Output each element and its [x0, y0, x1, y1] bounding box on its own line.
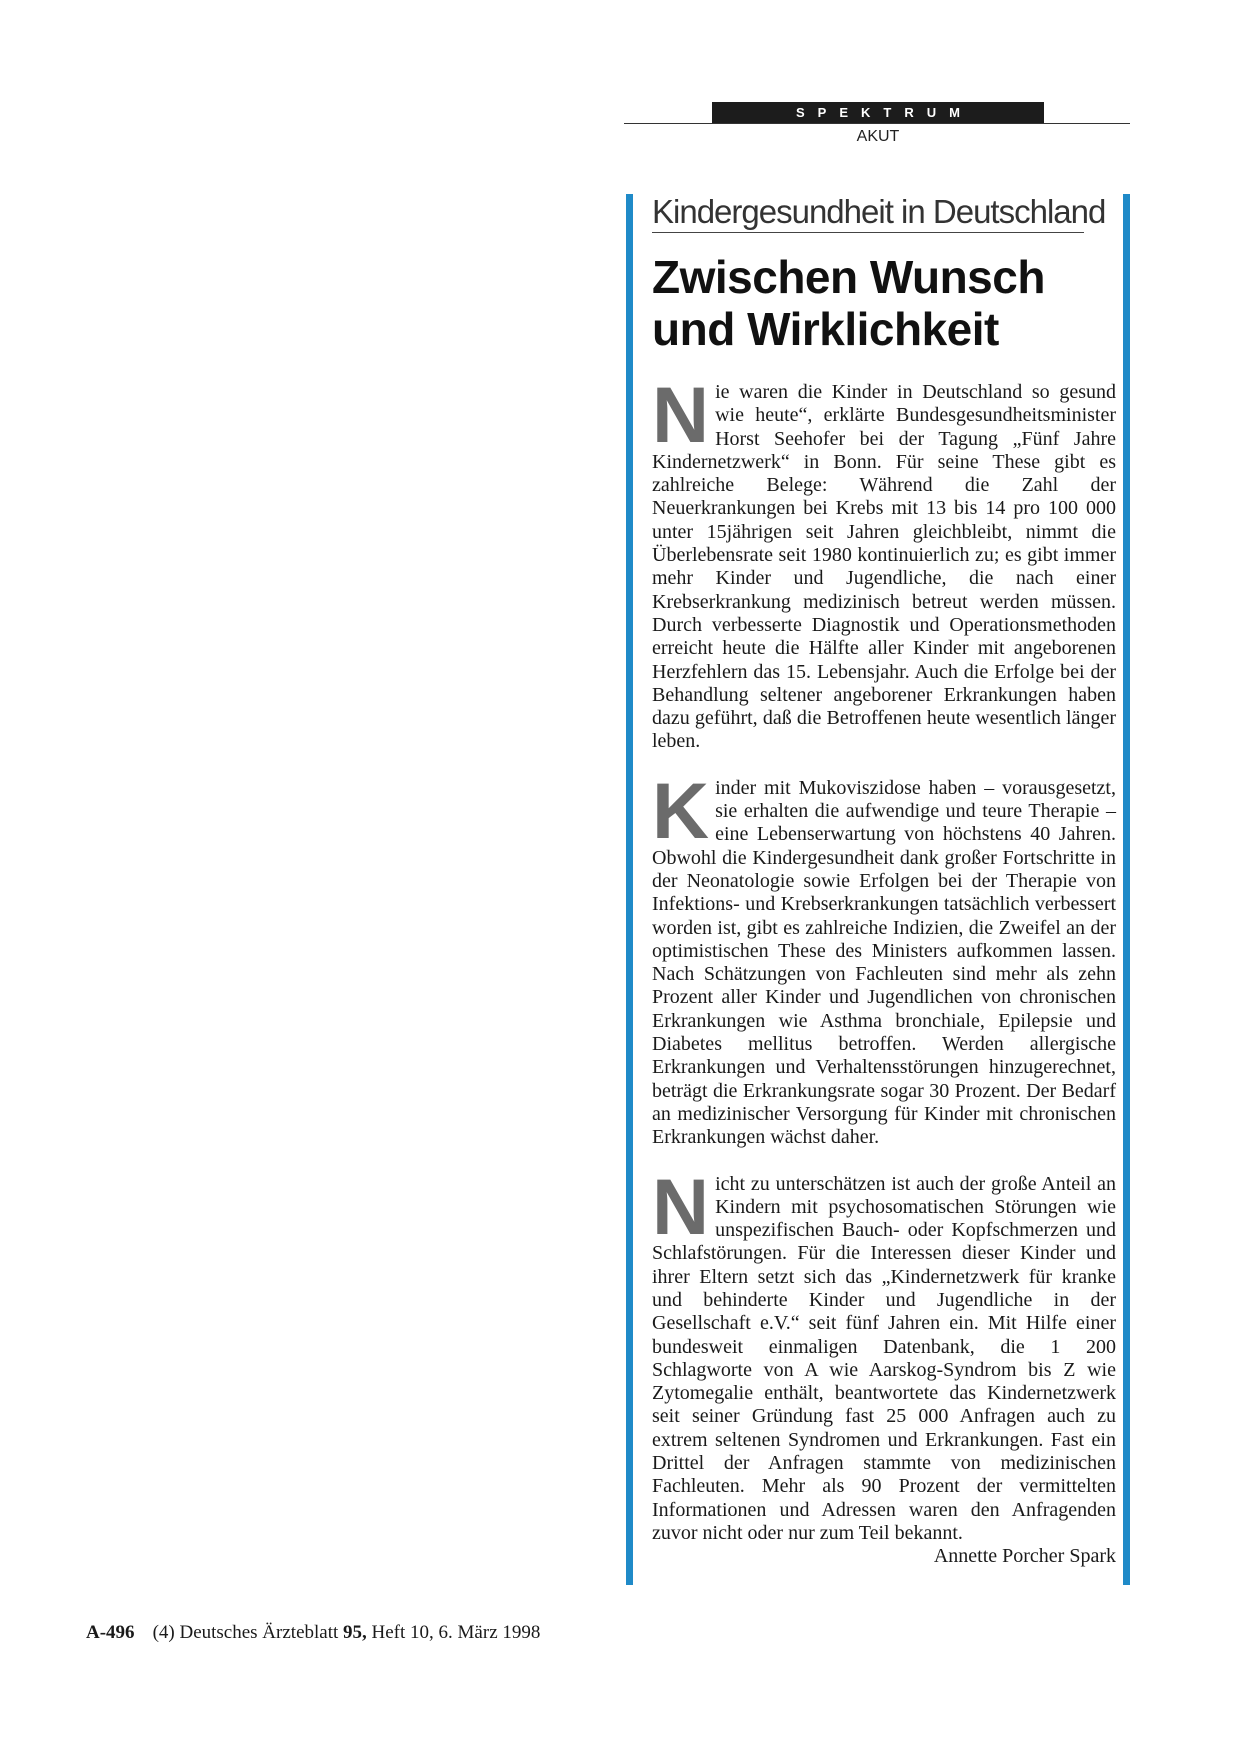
paragraph-3-text: icht zu unterschätzen ist auch der große Anteil an Kindern mit psychosomatischen Störungen wie unspezifischen Bauch- oder Kopfschmerzen und Schlafstörungen. Für die Interessen dieser Kinder und ihrer Eltern setzt sich das „Kindernetzwerk für kranke und behinderte Kinder und Jugendliche in der Gesellschaft e.V.“ seit fünf Jahren ein. Mit Hilfe einer bundesweit einmaligen Datenbank, die 1 200 Schlagworte von A wie Aarskog-Syndrom bis Z wie Zytomegalie enthält, beantwortete das Kindernetzwerk seit seiner Gründung fast 25 000 Anfragen auch zu extrem seltenen Syndromen und Erkrankungen. Fast ein Drittel der Anfragen stammte von medizinischen Fachleuten. Mehr als 90 Prozent der vermittelten Informationen und Adressen waren den Anfragenden zuvor nicht oder nur zum Teil bekannt. — [652, 1172, 1116, 1544]
issue-prefix: (4) Deutsches Ärzteblatt — [152, 1622, 344, 1643]
headline-line-1: Zwischen Wunsch — [652, 251, 1045, 303]
dropcap-1: N — [652, 370, 710, 459]
article-headline — [652, 251, 1116, 355]
author-signature: Annette Porcher Spark — [933, 1545, 1116, 1568]
page-number: A-496 — [86, 1622, 135, 1643]
article-box — [626, 194, 1130, 1585]
dropcap-2: K — [652, 765, 710, 855]
dropcap-3: N — [652, 1161, 710, 1251]
subsection-label: AKUT — [856, 128, 900, 145]
article-content — [652, 194, 1116, 1569]
page-footer — [86, 1622, 540, 1644]
article-body — [652, 370, 1116, 1568]
section-label: SPEKTRUM — [712, 102, 1044, 123]
issue-suffix: Heft 10, 6. März 1998 — [366, 1622, 541, 1643]
paragraph-2 — [652, 765, 1116, 1150]
header-rule — [624, 123, 1130, 124]
headline-line-2: und Wirklichkeit — [652, 303, 999, 355]
article-kicker: Kindergesundheit in Deutschland — [652, 194, 1084, 233]
issue-volume: 95, — [343, 1622, 367, 1643]
paragraph-3 — [652, 1161, 1116, 1568]
paragraph-1 — [652, 370, 1116, 754]
paragraph-2-text: inder mit Mukoviszidose haben – vorausgesetzt, sie erhalten die aufwendige und teure Therapie – eine Lebenserwartung von höchstens 40 Jahren. Obwohl die Kindergesundheit dank großer Fortschritte in der Neonatologie sowie Erfolgen bei der Therapie von Infektions- und Krebserkrankungen tatsächlich verbessert worden ist, gibt es zahlreiche Indizien, die Zweifel an der optimistischen These des Ministers aufkommen lassen. Nach Schätzungen von Fachleuten sind mehr als zehn Prozent aller Kinder und Jugendlichen von chronischen Erkrankungen wie Asthma bronchiale, Epilepsie und Diabetes mellitus betroffen. Werden allergische Erkrankungen und Verhaltensstörungen hinzugerechnet, beträgt die Erkrankungsrate sogar 30 Prozent. Der Bedarf an medizinischer Versorgung für Kinder mit chronischen Erkrankungen wächst daher. — [652, 776, 1116, 1149]
paragraph-1-text: ie waren die Kinder in Deutschland so gesund wie heute“, erklärte Bundesgesundheitsminister Horst Seehofer bei der Tagung „Fünf Jahre Kindernetzwerk“ in Bonn. Für seine These gibt es zahlreiche Belege: Während die Zahl der Neuerkrankungen bei Krebs mit 13 bis 14 pro 100 000 unter 15jährigen seit Jahren gleichbleibt, nimmt die Überlebensrate seit 1980 kontinuierlich zu; es gibt immer mehr Kinder und Jugendliche, die nach einer Krebserkrankung medizinisch betreut werden müssen. Durch verbesserte Diagnostik und Operationsmethoden erreicht heute die Hälfte aller Kinder mit angeborenen Herzfehlern das 15. Lebensjahr. Auch die Erfolge bei der Behandlung seltener angeborener Erkrankungen haben dazu geführt, daß die Betroffenen heute wesentlich länger leben. — [652, 381, 1116, 753]
